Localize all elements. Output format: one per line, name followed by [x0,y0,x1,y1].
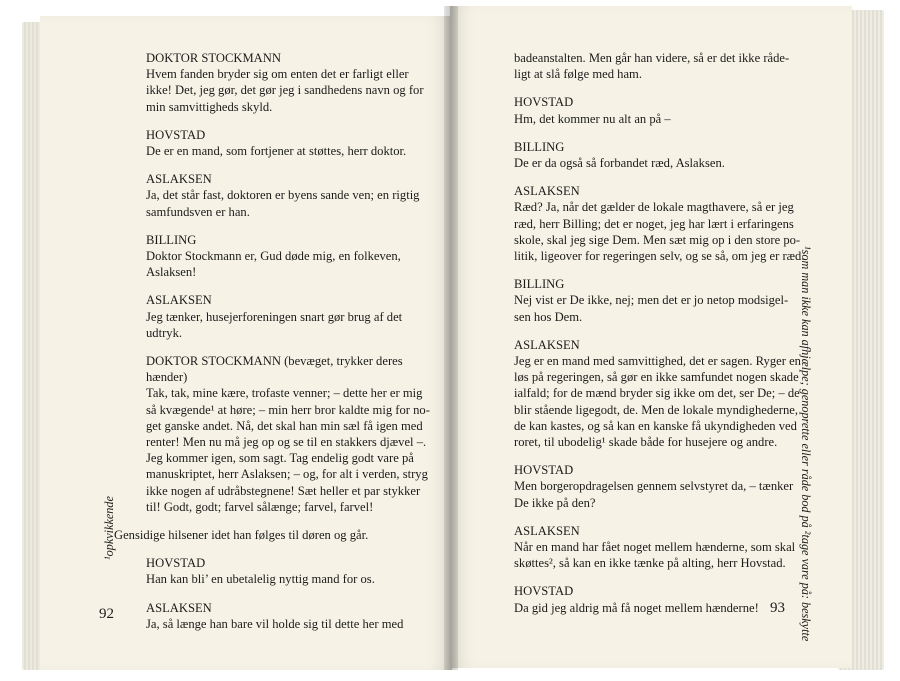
text-line: til! Godt, godt; farvel sålænge; farvel, farvel! [146,499,374,514]
text-line: de kan kastes, og så kan en kanske få ukyndigheden ved [514,418,797,433]
text-line: roret, til ubodelig¹ skade både for husejere og andre. [514,435,778,450]
dialogue-block [514,183,805,264]
text-line: badeanstalten. Men går han videre, så er det ikke råde- [514,51,790,65]
text-line: Doktor Stockmann er, Gud døde mig, en folkeven, [146,249,401,264]
speaker-name: HOVSTAD [146,127,206,142]
speaker-name: ASLAKSEN [146,293,212,308]
speaker-name: BILLING [514,277,565,292]
text-line: skøttes², så kan en ikke tænke på alting, herr Hovstad. [514,556,786,571]
text-line: De ikke på den? [514,495,596,510]
speaker-name: DOKTOR STOCKMANN (bevæget, trykker deres [146,354,403,369]
left-margin-footnote: ¹opkvikkende [102,496,116,560]
text-line: Men borgeropdragelsen gennem selvstyret da, – tænker [514,479,794,494]
text-line: min samvittigheds skyld. [146,99,273,114]
left-page-number: 92 [99,606,114,622]
book-gutter [444,6,458,670]
speaker-name: HOVSTAD [146,556,206,571]
dialogue-block [514,139,776,171]
text-line: get ganske andet. Nå, det skal han min sæl få igen med [146,418,423,433]
text-line: Han kan bli’ en ubetalelig nyttig mand for os. [146,572,375,587]
text-line: Da gid jeg aldrig må få noget mellem hænderne! [514,600,759,615]
dialogue-block [146,232,408,281]
text-line: litik, ligeover for regeringen selv, og se så, om jeg er ræd. [514,249,805,264]
text-line: udtryk. [146,325,183,340]
text-line: De er en mand, som fortjener at støttes, herr doktor. [146,144,407,159]
dialogue-block [146,600,408,632]
speaker-name: ASLAKSEN [514,184,580,199]
dialogue-block [146,171,420,220]
text-line: Jeg er en mand med samvittighed, det er sagen. Ryger en [514,354,801,369]
dialogue-block [514,583,776,615]
text-line: skole, skal jeg sige Dem. Men sæt mig op i den store po- [514,232,801,247]
text-line: sen hos Dem. [514,309,583,324]
text-line: Ja, det står fast, doktoren er byens sande ven; en rigtig [146,188,420,203]
text-line: Jeg kommer igen, som sagt. Tag endelig godt vare på [146,451,414,466]
dialogue-block [146,127,408,159]
text-line: ialfald; for de mænd bryder sig ikke om det, ser De; – de [514,386,800,401]
text-line: Ja, så længe han bare vil holde sig til dette her med [146,616,404,631]
speaker-name: ASLAKSEN [514,523,580,538]
speaker-name: ASLAKSEN [146,172,212,187]
dialogue-block [514,50,790,82]
text-line: ræd, herr Billing; det er noget, jeg har lært i erfaringens [514,216,794,231]
speaker-name: BILLING [514,139,565,154]
speaker-name: ASLAKSEN [146,600,212,615]
dialogue-block [514,94,776,126]
text-line: Jeg tænker, husejerforeningen snart gør brug af det [146,309,403,324]
text-line: ikke! Det, jeg gør, det gør jeg i sandhedens navn og for [146,83,424,98]
text-line: Hm, det kommer nu alt an på – [514,111,671,126]
text-line: Når en mand har fået noget mellem hænderne, som skal [514,540,796,555]
text-line: De er da også så forbandet ræd, Aslaksen. [514,156,725,171]
speaker-name: BILLING [146,232,197,247]
text-line: Gensidige hilsener idet han følges til døren og går. [114,528,369,543]
text-line: Ræd? Ja, når det gælder de lokale magthavere, så er jeg [514,200,794,215]
dialogue-block [514,462,794,511]
left-page-text [114,50,430,644]
dialogue-block [146,292,408,341]
text-line: Tak, tak, mine kære, trofaste venner; – dette her er mig [146,386,423,401]
text-line: Hvem fanden bryder sig om enten det er farligt eller [146,67,409,82]
text-line: manuskriptet, herr Aslaksen; – og, for alt i verden, stryg [146,467,428,482]
text-line: løs på regeringen, så gør en ikke samfundet nogen skade [514,370,799,385]
text-line: Aslaksen! [146,265,197,280]
speaker-name: ASLAKSEN [514,337,580,352]
speaker-name: HOVSTAD [514,95,574,110]
right-page-number: 93 [770,600,785,616]
speaker-name: DOKTOR STOCKMANN [146,51,281,65]
dialogue-block [514,523,796,572]
stage-direction [114,527,408,543]
text-line: hænder) [146,370,188,385]
text-line: renter! Men nu må jeg op og se til en stakkers djævel –. [146,435,427,450]
dialogue-block [146,50,424,115]
dialogue-block [146,555,408,587]
speaker-name: HOVSTAD [514,463,574,478]
speaker-name: HOVSTAD [514,584,574,599]
text-line: så kvægende¹ at høre; – min herr bror kaldte mig for no- [146,402,430,417]
dialogue-block [514,276,789,325]
text-line: samfundsven er han. [146,204,250,219]
text-line: ligt at slå følge med ham. [514,67,643,82]
dialogue-block [146,353,430,515]
text-line: ikke nogen af udråbstegnene! Sæt heller et par stykker [146,483,421,498]
right-margin-footnote: ¹som man ikke kan afhjælpe; genoprette eller råde bod på ²tage vare på: beskytte [799,246,813,642]
text-line: Nej vist er De ikke, nej; men det er jo netop modsigel- [514,293,789,308]
dialogue-block [514,337,801,450]
text-line: blir stående ligegodt, de. Men de lokale myndighederne, [514,402,798,417]
